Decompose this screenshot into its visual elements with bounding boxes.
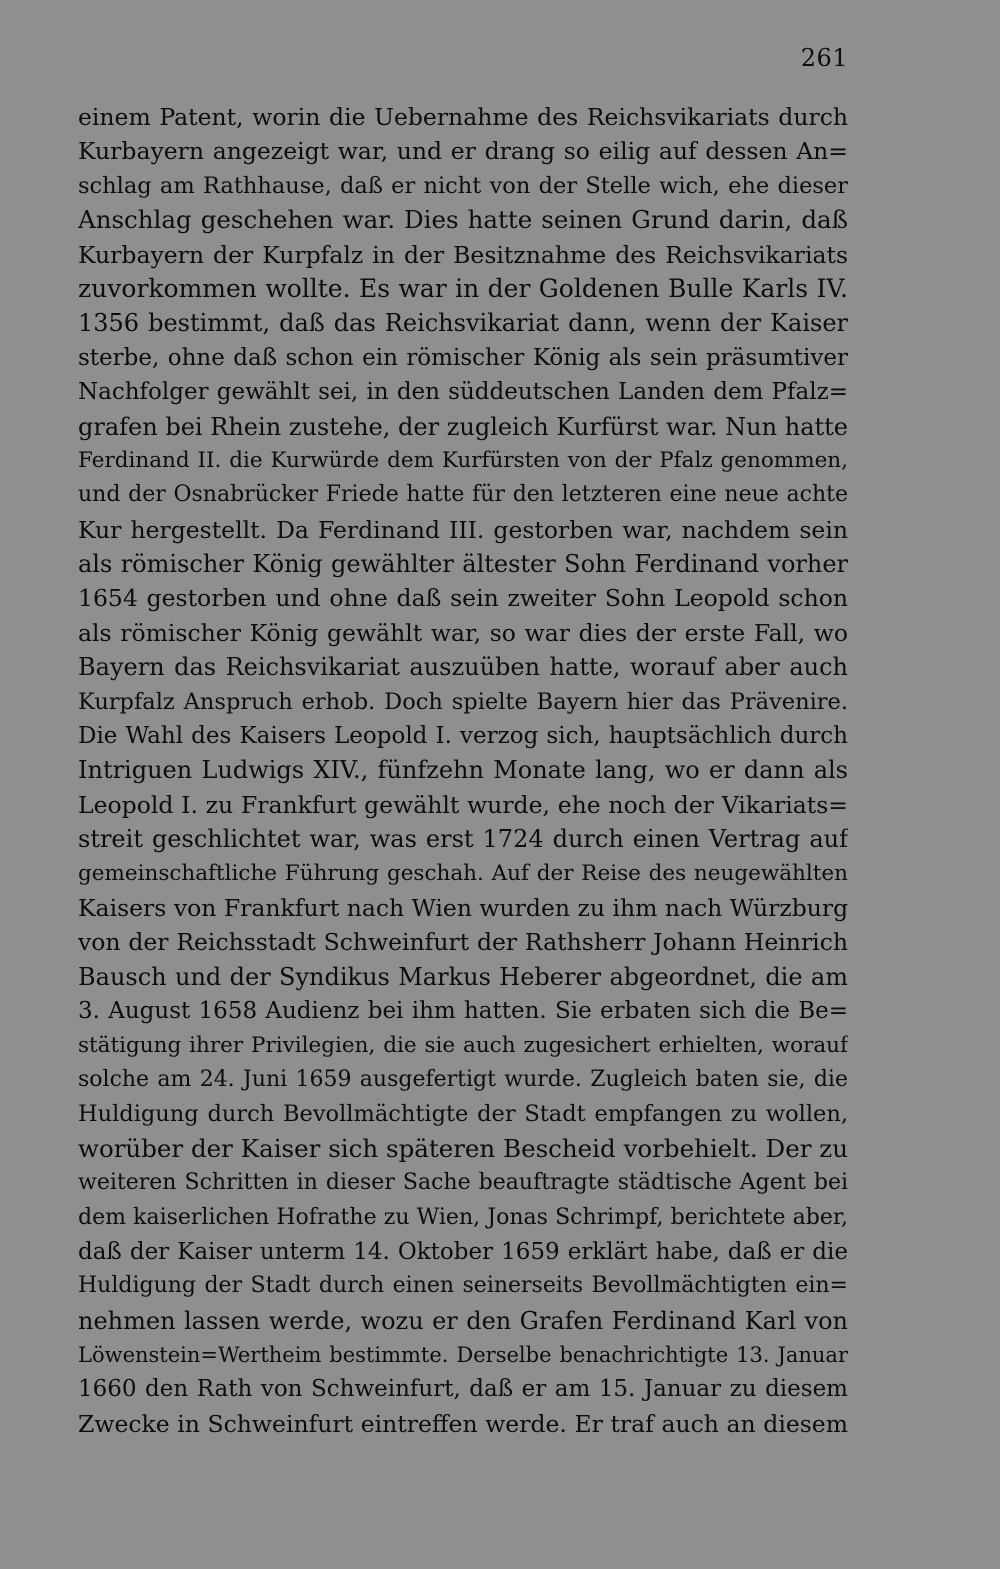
text-line: grafen bei Rhein zustehe, der zugleich Kurfürst war. Nun hatte [78,412,848,441]
text-line: als römischer König gewählt war, so war dies der erste Fall, wo [78,618,848,647]
text-line: dem kaiserlichen Hofrathe zu Wien, Jonas Schrimpf, berichtete aber, [78,1204,848,1230]
text-line: sterbe, ohne daß schon ein römischer König als sein präsumtiver [78,344,848,371]
text-line: gemeinschaftliche Führung geschah. Auf der Reise des neugewählten [78,860,848,886]
text-line: Huldigung durch Bevollmächtigte der Stadt empfangen zu wollen, [78,1101,848,1128]
text-line: stätigung ihrer Privilegien, die sie auch zugesichert erhielten, worauf [78,1032,848,1058]
text-line: Löwenstein=Wertheim bestimmte. Derselbe benachrichtigte 13. Januar [78,1343,848,1368]
text-line: und der Osnabrücker Friede hatte für den letzteren eine neue achte [78,482,848,508]
text-line: von der Reichsstadt Schweinfurt der Rathsherr Johann Heinrich [78,928,848,957]
text-line: daß der Kaiser unterm 14. Oktober 1659 erklärt habe, daß er die [78,1238,848,1265]
text-line: solche am 24. Juni 1659 ausgefertigt wurde. Zugleich baten sie, die [78,1066,848,1092]
text-line: Kurbayern der Kurpfalz in der Besitznahme des Reichsvikariats [78,240,848,269]
text-line: schlag am Rathhause, daß er nicht von der Stelle wich, ehe dieser [78,172,848,199]
text-line: Leopold I. zu Frankfurt gewählt wurde, ehe noch der Vikariats= [78,790,848,819]
text-line: 1356 bestimmt, daß das Reichsvikariat dann, wenn der Kaiser [78,309,848,338]
text-line: Kurpfalz Anspruch erhob. Doch spielte Bayern hier das Prävenire. [78,688,848,715]
text-line: Kaisers von Frankfurt nach Wien wurden zu ihm nach Würzburg [78,893,848,922]
text-line: nehmen lassen werde, wozu er den Grafen Ferdinand Karl von [78,1306,848,1335]
text-line: Huldigung der Stadt durch einen seinerseits Bevollmächtigten ein= [78,1273,848,1299]
text-line: 3. August 1658 Audienz bei ihm hatten. Sie erbaten sich die Be= [78,998,848,1025]
text-line: Nachfolger gewählt sei, in den süddeutschen Landen dem Pfalz= [78,379,848,406]
body-text [78,100,848,1441]
text-line: weiteren Schritten in dieser Sache beauftragte städtische Agent bei [78,1170,848,1196]
text-line: Kur hergestellt. Da Ferdinand III. gestorben war, nachdem sein [78,515,848,544]
text-line: Bausch und der Syndikus Markus Heberer abgeordnet, die am [78,962,848,991]
text-line: Kurbayern angezeigt war, und er drang so eilig auf dessen An= [78,137,848,166]
text-line: Zwecke in Schweinfurt eintreffen werde. Er traf auch an diesem [78,1409,848,1438]
text-line: Ferdinand II. die Kurwürde dem Kurfürsten von der Pfalz genommen, [78,447,848,473]
text-line: als römischer König gewählter ältester Sohn Ferdinand vorher [78,550,848,579]
text-line: Bayern das Reichsvikariat auszuüben hatte, worauf aber auch [78,653,848,682]
text-line: Anschlag geschehen war. Dies hatte seinen Grund darin, daß [78,205,848,235]
text-line: 1654 gestorben und ohne daß sein zweiter Sohn Leopold schon [78,584,848,613]
text-line: zuvorkommen wollte. Es war in der Goldenen Bulle Karls IV. [78,273,848,303]
text-line: Die Wahl des Kaisers Leopold I. verzog sich, hauptsächlich durch [78,723,848,750]
text-line: Intriguen Ludwigs XIV., fünfzehn Monate lang, wo er dann als [78,756,848,785]
text-line: worüber der Kaiser sich späteren Bescheid vorbehielt. Der zu [78,1133,848,1163]
text-line: streit geschlichtet war, was erst 1724 durch einen Vertrag auf [78,825,848,854]
text-line: einem Patent, worin die Uebernahme des Reichsvikariats durch [78,103,848,131]
text-line: 1660 den Rath von Schweinfurt, daß er am 15. Januar zu diesem [78,1376,848,1403]
page-number: 261 [800,44,848,72]
